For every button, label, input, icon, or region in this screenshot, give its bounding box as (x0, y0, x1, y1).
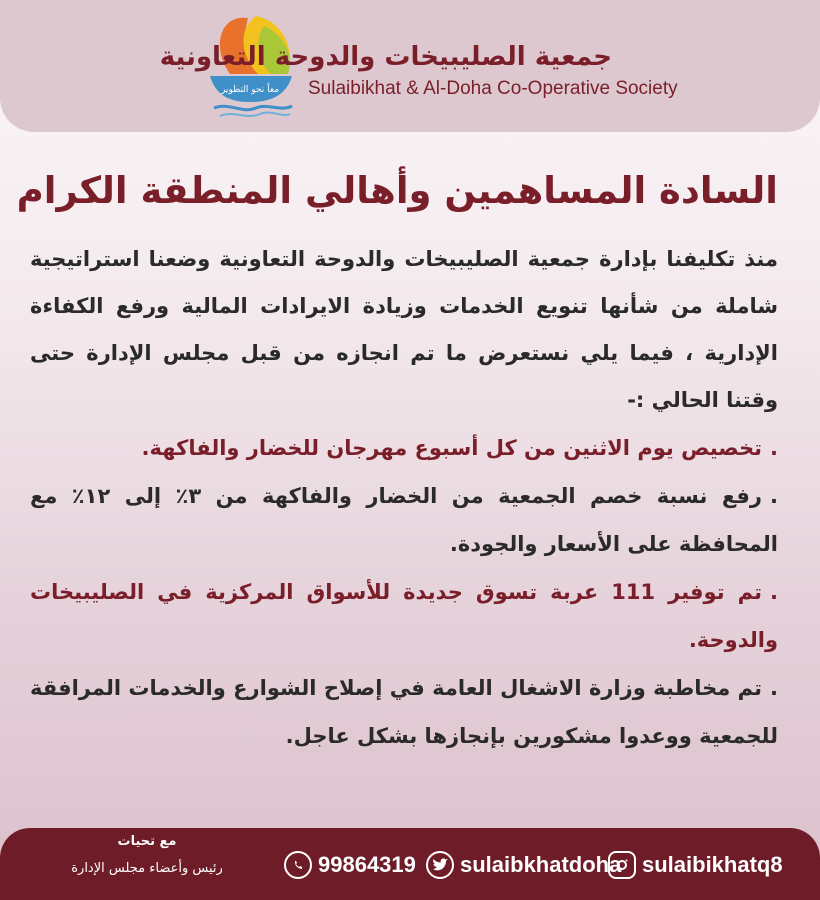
whatsapp-number: 99864319 (318, 852, 416, 877)
bullet: . (770, 436, 778, 460)
whatsapp-icon (284, 851, 312, 879)
bullet: . (770, 676, 778, 700)
list-item-text: تم توفير 111 عربة تسوق جديدة للأسواق المركزية في الصليبيخات والدوحة. (30, 580, 778, 652)
instagram-handle: sulaibikhatq8 (642, 852, 783, 877)
list-item (30, 424, 778, 472)
page-title: السادة المساهمين وأهالي المنطقة الكرام (16, 169, 778, 212)
intro-paragraph: منذ تكليفنا بإدارة جمعية الصليبيخات والدوحة التعاونية وضعنا استراتيجية شاملة من شأنها تنويع الخدمات وزيادة الايرادات المالية ورفع الكفاءة الإدارية ، فيما يلي نستعرض ما تم انجازه من قبل مجلس الإدارة حتى وقتنا الحالي :- (30, 247, 778, 412)
twitter-icon (426, 851, 454, 879)
greeting-line-1: مع تحيات (117, 834, 177, 849)
whatsapp-contact[interactable] (284, 850, 416, 880)
greeting-line-2: رئيس وأعضاء مجلس الإدارة (71, 861, 223, 876)
list-item (30, 472, 778, 568)
greeting (52, 832, 242, 886)
list-item-text: رفع نسبة خصم الجمعية من الخضار والفاكهة من ٣٪ إلى ١٢٪ مع المحافظة على الأسعار والجودة. (30, 484, 778, 556)
org-name-arabic: جمعية الصليبيخات والدوحة التعاونية (159, 42, 612, 72)
list-item (30, 664, 778, 760)
instagram-icon (608, 851, 636, 879)
announcement-body (16, 168, 778, 760)
list-item (30, 568, 778, 664)
logo-tagline: معاً نحو التطوير (220, 85, 280, 95)
twitter-contact[interactable] (426, 850, 621, 880)
list-item-text: تخصيص يوم الاثنين من كل أسبوع مهرجان للخضار والفاكهة. (141, 436, 763, 460)
bullet: . (770, 484, 778, 508)
twitter-handle: sulaibkhatdoha (460, 852, 622, 877)
instagram-contact[interactable] (608, 850, 783, 880)
bullet: . (770, 580, 778, 604)
org-name-english: Sulaibikhat & Al-Doha Co-Operative Society (308, 78, 678, 99)
list-item-text: تم مخاطبة وزارة الاشغال العامة في إصلاح الشوارع والخدمات المرافقة للجمعية ووعدوا مشكورين بإنجازها بشكل عاجل. (30, 676, 778, 748)
